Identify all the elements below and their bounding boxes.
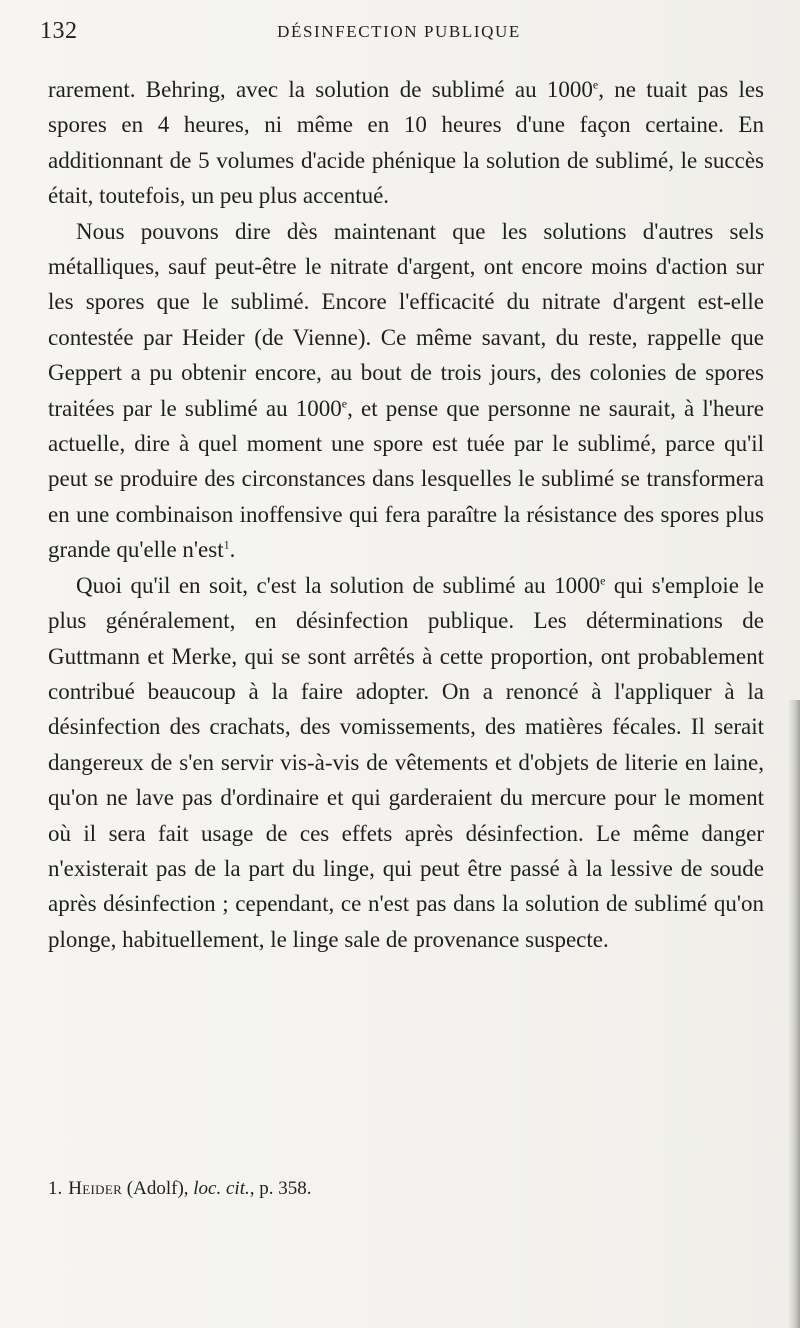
footnote — [48, 1176, 764, 1202]
footnote-number: 1. — [48, 1178, 63, 1199]
paragraph-2-text-c: . — [229, 537, 236, 563]
paragraph-3-text-a: Quoi qu'il en soit, c'est la solution de sublimé au 1000 — [76, 572, 601, 598]
page-edge-shadow — [788, 700, 800, 1328]
paragraph-3-text-b: qui s'emploie le plus généralement, en désinfection publique. Les déterminations de Guttmann et Merke, qui se sont arrêtés à cette proportion, ont probablement contribué beaucoup à la faire adopter. On a renoncé à l'appliquer à la désinfection des crachats, des vomissements, des matières fécales. Il serait dangereux de s'en servir vis-à-vis de vêtements et d'objets de literie en laine, qu'on ne lave pas d'ordinaire et qui garderaient du mercure pour le moment où il sera fait usage de ces effets après désinfection. Le même danger n'existerait pas de la part du linge, qui peut être passé à la lessive de soude après désinfection ; cependant, ce n'est pas dans la solution de sublimé qu'on plonge, habituellement, le linge sale de provenance suspecte. — [48, 572, 764, 952]
footnote-author: Heider — [68, 1178, 123, 1199]
superscript-e: e — [341, 396, 348, 410]
superscript-e: e — [592, 77, 599, 92]
page-header — [40, 18, 758, 58]
paragraph-1 — [48, 72, 764, 214]
paragraph-2-text-a: Nous pouvons dire dès maintenant que les solutions d'autres sels métalliques, sauf peut-être le nitrate d'argent, ont encore moins d'action sur les spores que le sublimé. Encore l'efficacité du nitrate d'argent est-elle contestée par Heider (de Vienne). Ce même savant, du reste, rappelle que Geppert a pu obtenir encore, au bout de trois jours, des colonies de spores traitées par le sublimé au 1000 — [48, 218, 764, 421]
running-title: DÉSINFECTION PUBLIQUE — [277, 22, 521, 41]
paragraph-1-text-b: , ne tuait pas les spores en 4 heures, ni même en 10 heures d'une façon certaine. En additionnant de 5 volumes d'acide phénique la solution de sublimé, le succès était, toutefois, un peu plus accentué. — [48, 77, 764, 209]
paragraph-3 — [48, 568, 764, 957]
footnote-page: , p. 358. — [249, 1178, 312, 1199]
page-number: 132 — [40, 18, 78, 44]
paragraph-2-text-b: , et pense que personne ne saurait, à l'heure actuelle, dire à quel moment une spore est tuée par le sublimé, parce qu'il peut se produire des circonstances dans lesquelles le sublimé se transformera en une combinaison inoffensive qui fera paraître la résistance des spores plus grande qu'elle n'est — [48, 395, 764, 563]
body-text — [48, 72, 764, 957]
footnote-reference[interactable]: 1 — [223, 537, 230, 552]
paragraph-1-text-a: rarement. Behring, avec la solution de sublimé au 1000 — [48, 77, 593, 102]
footnote-author-rest: (Adolf), — [122, 1178, 194, 1199]
footnote-loc-cit: loc. cit. — [193, 1178, 250, 1199]
paragraph-2 — [48, 214, 764, 568]
superscript-e: e — [600, 573, 606, 588]
